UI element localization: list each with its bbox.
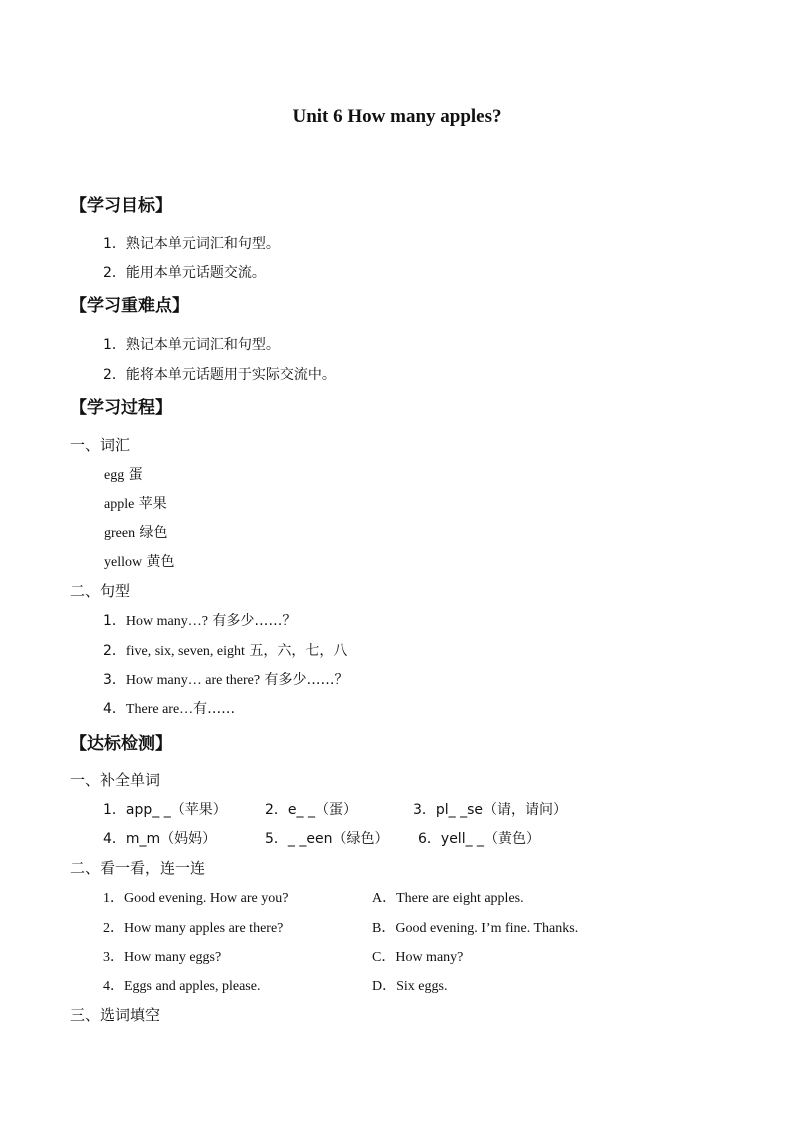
vocab-item [104,522,168,542]
pattern-chinese: 有多少……？ [260,672,349,688]
goal-item-1: 1．熟记本单元词汇和句型。 [103,236,280,252]
fill-item: 6．yell_ _（黄色） [418,831,541,847]
section-heading-test: 【达标检测】 [70,734,172,754]
pattern-number: 4． [103,701,126,717]
pattern-chinese: 五，六，七，八 [244,643,348,659]
vocab-subheading: 一、词汇 [70,436,131,454]
match-right-item: A．There are eight apples. [372,891,524,906]
vocab-item [104,464,143,484]
match-left-item: 4．Eggs and apples, please. [103,979,261,994]
fill-subheading: 一、补全单词 [70,771,161,789]
match-left-item: 1．Good evening. How are you? [103,891,289,906]
pattern-english: How many…? [125,614,208,629]
pattern-chinese: 有…… [193,701,236,717]
pattern-item [103,610,296,630]
vocab-english: green [104,526,136,541]
pattern-english: There are… [125,702,194,717]
pattern-number: 2． [103,643,126,659]
pattern-item [103,698,235,718]
fill-item: 2．e_ _（蛋） [265,802,357,818]
vocab-english: egg [104,468,125,483]
match-right-item: B．Good evening. I’m fine. Thanks. [372,921,579,936]
pattern-number: 3． [103,672,126,688]
page-title: Unit 6 How many apples? [292,106,502,127]
key-point-item-2: 2．能将本单元话题用于实际交流中。 [103,367,336,383]
pattern-english: How many… are there? [125,673,261,688]
vocab-english: apple [104,497,135,512]
fill-item: 4．m_m（妈妈） [103,831,217,847]
pattern-english: five, six, seven, eight [125,644,245,659]
vocab-chinese: 绿色 [135,525,168,541]
patterns-subheading: 二、句型 [70,582,131,600]
vocab-chinese: 黄色 [142,554,175,570]
section-heading-goals: 【学习目标】 [70,196,172,216]
pattern-chinese: 有多少……？ [207,613,297,629]
section-heading-process: 【学习过程】 [70,398,172,418]
vocab-item [104,493,167,513]
fill-item: 1．app_ _（苹果） [103,802,227,818]
fill-item: 3．pl_ _se（请，请问） [413,802,568,818]
vocab-chinese: 苹果 [134,496,167,512]
match-left-item: 3．How many eggs? [103,950,222,965]
fill-item: 5．_ _een（绿色） [265,831,389,847]
pattern-item [103,640,347,660]
vocab-chinese: 蛋 [124,467,143,483]
match-right-item: D．Six eggs. [372,979,448,994]
match-right-item: C．How many? [372,950,464,965]
pattern-item [103,669,348,689]
pattern-number: 1． [103,613,126,629]
key-point-item-1: 1．熟记本单元词汇和句型。 [103,337,280,353]
section-heading-key-points: 【学习重难点】 [70,296,189,316]
goal-item-2: 2．能用本单元话题交流。 [103,265,266,281]
choose-subheading: 三、选词填空 [70,1006,161,1024]
vocab-item [104,551,175,571]
vocab-english: yellow [104,555,143,570]
match-left-item: 2．How many apples are there? [103,921,284,936]
match-subheading: 二、看一看，连一连 [70,859,206,877]
